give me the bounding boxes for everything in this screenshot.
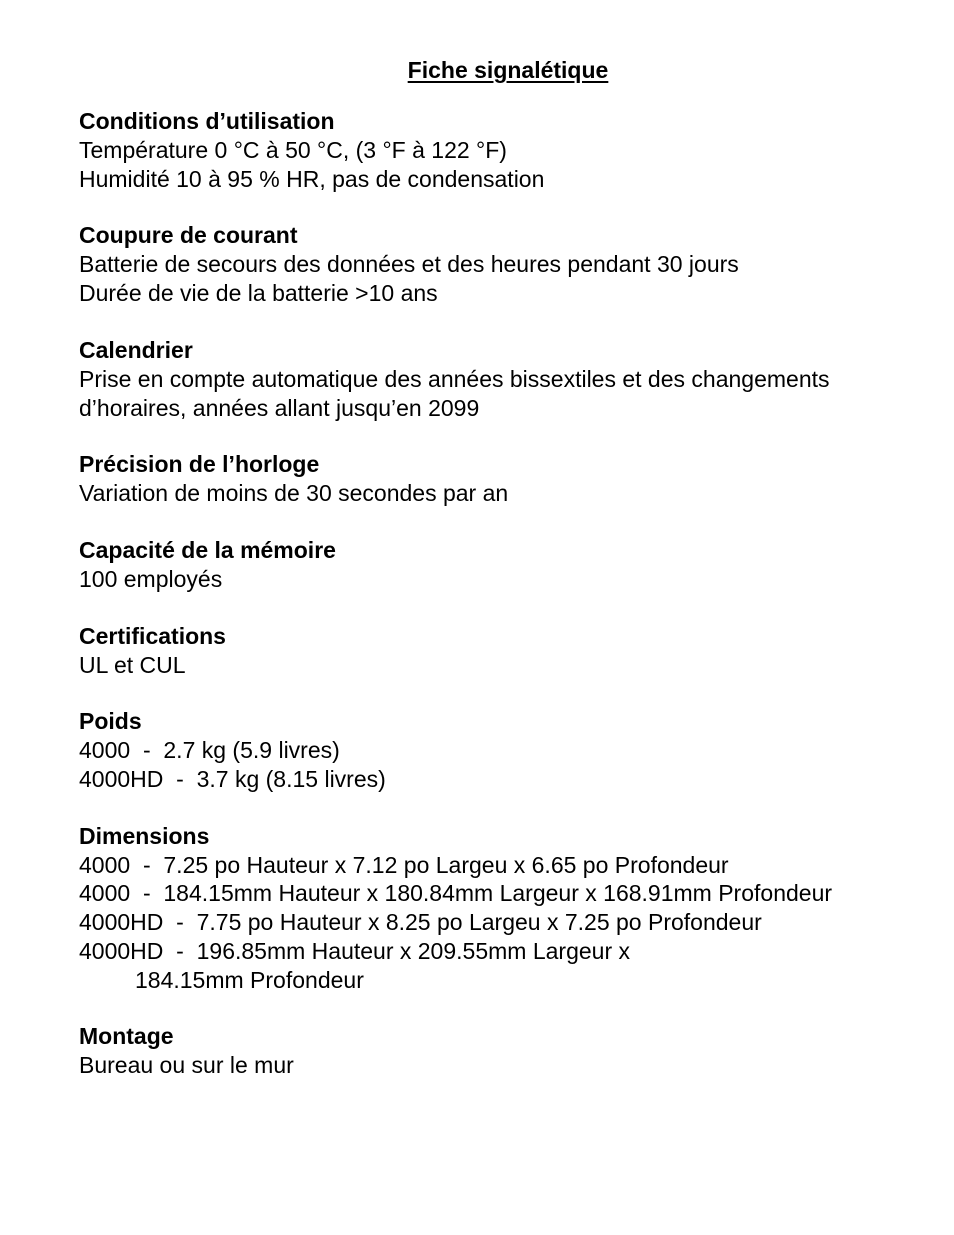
spec-line: UL et CUL — [79, 651, 186, 678]
section-mounting — [79, 1022, 919, 1080]
section-heading: Capacité de la mémoire — [79, 536, 336, 563]
section-dimensions — [79, 822, 919, 995]
section-operating-conditions — [79, 107, 919, 193]
section-heading: Poids — [79, 708, 142, 735]
section-heading: Montage — [79, 1023, 174, 1050]
section-heading: Dimensions — [79, 822, 210, 849]
spec-line: 4000HD - 196.85mm Hauteur x 209.55mm Largeur x — [79, 937, 630, 964]
spec-line: 4000HD - 3.7 kg (8.15 livres) — [79, 766, 386, 793]
spec-line: 184.15mm Profondeur — [135, 966, 364, 993]
spec-line: Bureau ou sur le mur — [79, 1052, 294, 1079]
section-heading: Certifications — [79, 622, 226, 649]
section-heading: Calendrier — [79, 336, 193, 363]
spec-line: 4000 - 2.7 kg (5.9 livres) — [79, 737, 340, 764]
spec-line: Variation de moins de 30 secondes par an — [79, 480, 509, 507]
spec-line: Batterie de secours des données et des heures pendant 30 jours — [79, 251, 739, 278]
spec-line: 100 employés — [79, 565, 223, 592]
section-calendar — [79, 336, 919, 422]
section-heading: Coupure de courant — [79, 222, 298, 249]
spec-sheet-page — [79, 53, 919, 1108]
spec-line: d’horaires, années allant jusqu’en 2099 — [79, 394, 480, 421]
section-memory-capacity — [79, 536, 919, 594]
spec-line: 4000 - 7.25 po Hauteur x 7.12 po Largeu x 6.65 po Profondeur — [79, 851, 729, 878]
section-heading: Conditions d’utilisation — [79, 108, 335, 134]
section-heading: Précision de l’horloge — [79, 451, 320, 478]
spec-line: 4000HD - 7.75 po Hauteur x 8.25 po Largeu x 7.25 po Profondeur — [79, 909, 762, 936]
section-weight — [79, 707, 919, 793]
spec-line: Humidité 10 à 95 % HR, pas de condensation — [79, 165, 545, 192]
spec-line: Température 0 °C à 50 °C, (3 °F à 122 °F) — [79, 137, 507, 163]
section-power-outage — [79, 221, 919, 307]
spec-line: Durée de vie de la batterie >10 ans — [79, 280, 438, 307]
spec-line: 4000 - 184.15mm Hauteur x 180.84mm Largeur x 168.91mm Profondeur — [79, 880, 833, 907]
spec-line: Prise en compte automatique des années bissextiles et des changements — [79, 365, 830, 392]
section-certifications — [79, 622, 919, 680]
document-title: Fiche signalétique — [407, 57, 609, 83]
section-clock-accuracy — [79, 450, 919, 508]
